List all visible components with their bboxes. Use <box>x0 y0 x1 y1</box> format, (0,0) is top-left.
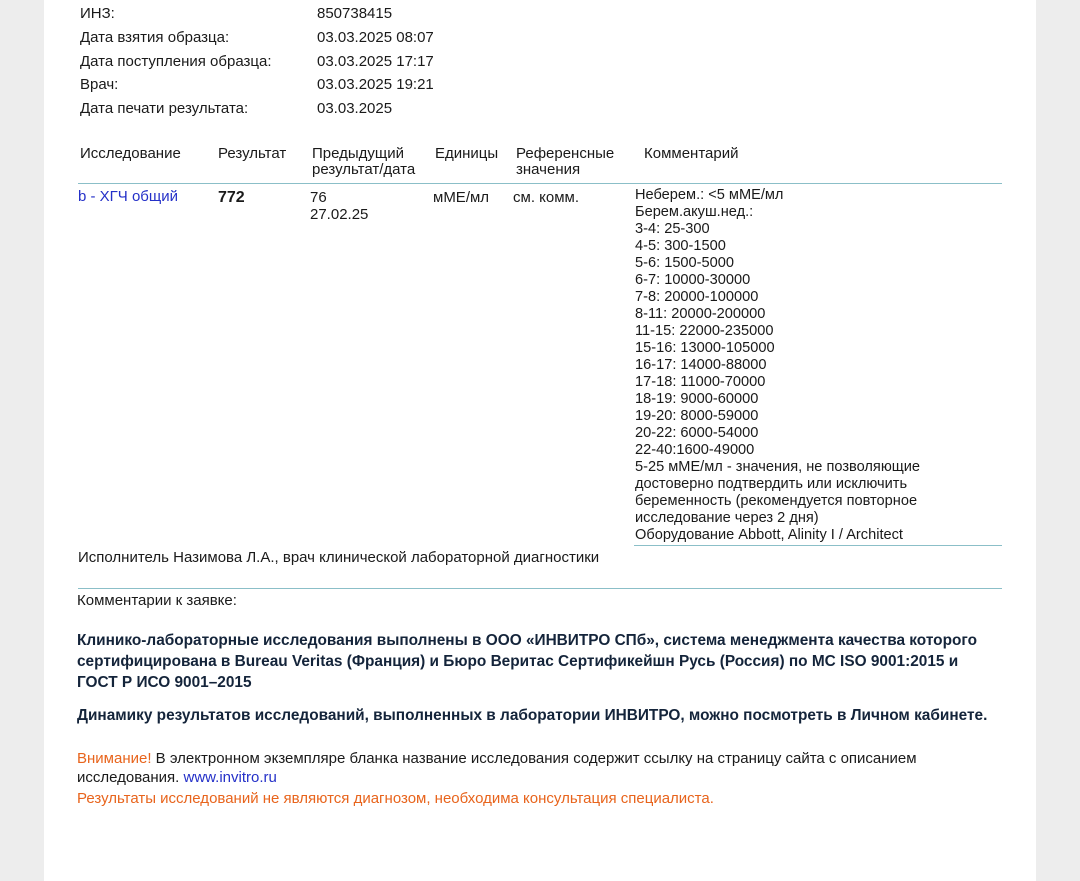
comment-line: 19-20: 8000-59000 <box>635 408 759 424</box>
meta-label-print-date: Дата печати результата: <box>80 100 249 117</box>
previous-date: 27.02.25 <box>310 206 369 223</box>
comment-line: 4-5: 300-1500 <box>635 238 726 254</box>
comment-line: Неберем.: <5 мМЕ/мл <box>635 187 784 203</box>
comment-line: 7-8: 20000-100000 <box>635 289 759 305</box>
performer-divider <box>78 588 1002 589</box>
test-name-link[interactable]: b - ХГЧ общий <box>78 188 178 205</box>
comment-divider <box>634 545 1002 546</box>
meta-value-received-date: 03.03.2025 17:17 <box>317 53 434 70</box>
reference-value: см. комм. <box>513 189 580 206</box>
attention-text-1: В электронном экземпляре бланка название исследования содержит ссылку на страницу сайта с описанием <box>151 750 917 767</box>
certification-note: Клинико-лабораторные исследования выполнены в ООО «ИНВИТРО СПб», система менеджмента качества которого сертифицирована в Bureau Veritas (Франция) и Бюро Веритас Сертификейшн Русь (Россия) по МС ISO 9001:2015 и ГОСТ Р ИСО 9001–2015 <box>77 632 977 691</box>
report-page <box>44 0 1036 881</box>
comment-list <box>635 187 920 544</box>
disclaimer-text: Результаты исследований не являются диагнозом, необходима консультация специалиста. <box>77 790 714 807</box>
attention-text-2: исследования. <box>77 769 184 786</box>
comment-line: исследование через 2 дня) <box>635 510 819 526</box>
meta-label-doctor: Врач: <box>80 76 119 93</box>
meta-value-sample-date: 03.03.2025 08:07 <box>317 29 434 46</box>
comment-line: 11-15: 22000-235000 <box>635 323 774 339</box>
invitro-link[interactable]: www.invitro.ru <box>183 769 277 786</box>
header-test: Исследование <box>80 145 181 162</box>
result-value: 772 <box>218 189 245 206</box>
meta-label-sample-date: Дата взятия образца: <box>80 29 230 46</box>
comment-line: 6-7: 10000-30000 <box>635 272 751 288</box>
header-comment: Комментарий <box>644 145 739 162</box>
comment-line: беременность (рекомендуется повторное <box>635 493 918 509</box>
attention-label: Внимание! <box>77 750 152 767</box>
comment-line: 20-22: 6000-54000 <box>635 425 759 441</box>
comment-line: 22-40:1600-49000 <box>635 442 755 458</box>
comment-line: 17-18: 11000-70000 <box>635 374 766 390</box>
meta-value-inz: 850738415 <box>317 5 393 22</box>
header-previous-line1: Предыдущий <box>312 145 405 162</box>
header-result: Результат <box>218 145 287 162</box>
comment-line: 8-11: 20000-200000 <box>635 306 766 322</box>
meta-value-print-date: 03.03.2025 <box>317 100 393 117</box>
units-value: мМЕ/мл <box>433 189 490 206</box>
header-reference-line1: Референсные <box>516 145 615 162</box>
comment-line: 18-19: 9000-60000 <box>635 391 759 407</box>
comment-line: достоверно подтвердить или исключить <box>635 476 908 492</box>
meta-label-received-date: Дата поступления образца: <box>80 53 272 70</box>
header-divider <box>78 183 1002 184</box>
dynamics-note: Динамику результатов исследований, выполненных в лаборатории ИНВИТРО, можно посмотреть в Личном кабинете. <box>77 707 988 724</box>
comment-line: 5-25 мМЕ/мл - значения, не позволяющие <box>635 459 921 475</box>
comment-line: Оборудование Abbott, Alinity I / Architect <box>635 527 903 543</box>
meta-value-doctor: 03.03.2025 19:21 <box>317 76 434 93</box>
attention-line-1 <box>77 749 917 769</box>
performer-text: Исполнитель Назимова Л.А., врач клинической лабораторной диагностики <box>78 549 600 566</box>
previous-value: 76 <box>310 189 327 206</box>
comment-line: Берем.акуш.нед.: <box>635 204 754 220</box>
comment-line: 15-16: 13000-105000 <box>635 340 775 356</box>
header-reference-line2: значения <box>516 161 581 178</box>
attention-line-2 <box>77 768 277 788</box>
header-units: Единицы <box>435 145 499 162</box>
comment-line: 5-6: 1500-5000 <box>635 255 734 271</box>
comment-line: 16-17: 14000-88000 <box>635 357 767 373</box>
header-previous-line2: результат/дата <box>312 161 416 178</box>
meta-label-inz: ИНЗ: <box>80 5 115 22</box>
order-comments-label: Комментарии к заявке: <box>77 592 237 609</box>
comment-line: 3-4: 25-300 <box>635 221 710 237</box>
